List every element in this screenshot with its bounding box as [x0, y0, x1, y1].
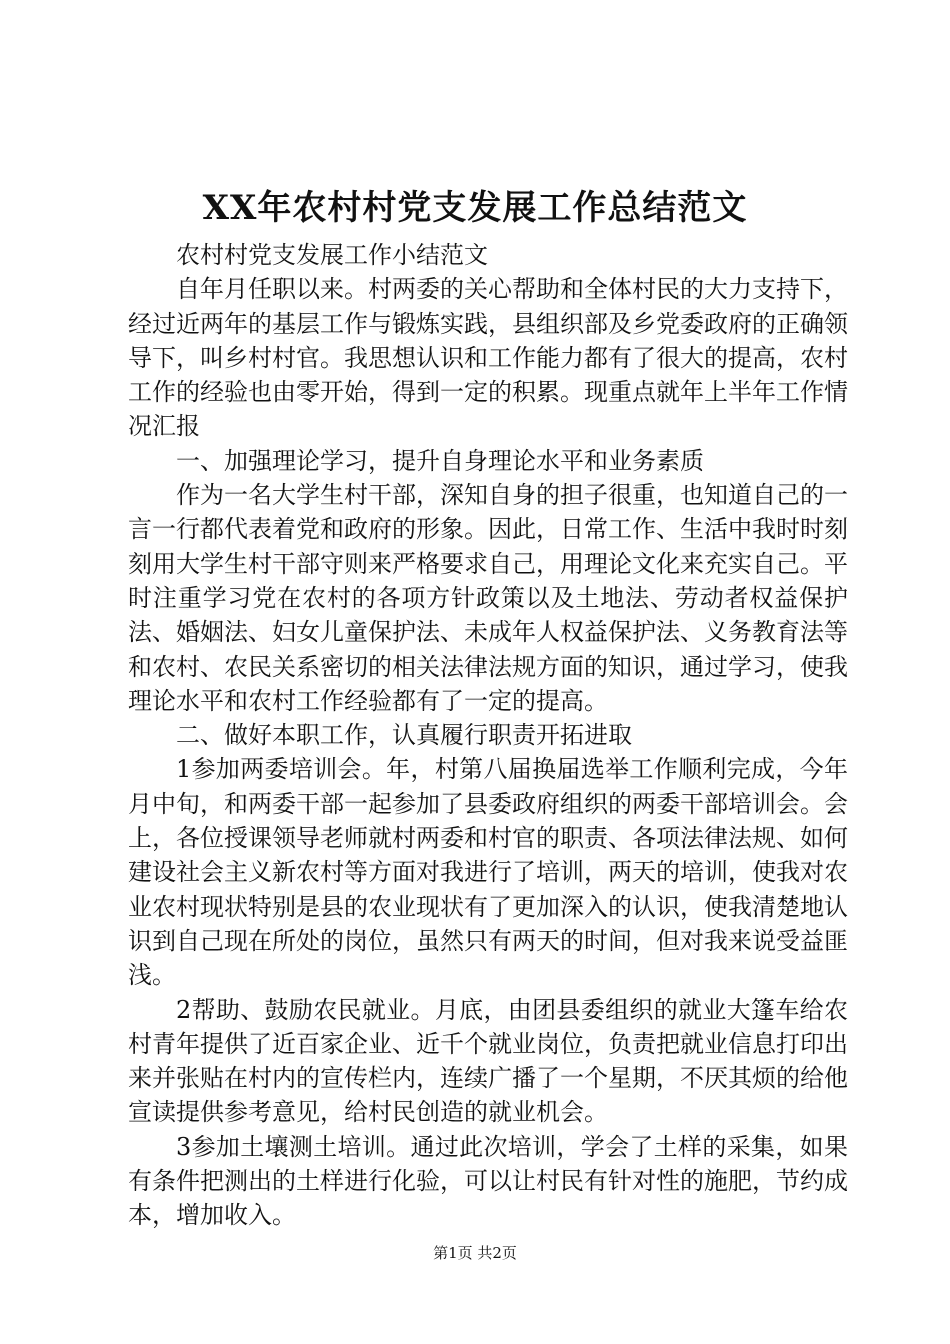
item-3-paragraph: 3参加土壤测土培训。通过此次培训，学会了土样的采集，如果有条件把测出的土样进行化验，可以让村民有针对性的施肥，节约成本，增加收入。	[128, 1132, 848, 1230]
section-heading-2: 二、做好本职工作，认真履行职责开拓进取	[176, 721, 632, 750]
section-1-paragraph: 作为一名大学生村干部，深知自身的担子很重，也知道自己的一言一行都代表着党和政府的形象。因此，日常工作、生活中我时时刻刻用大学生村干部守则来严格要求自己，用理论文化来充实自己。平时注重学习党在农村的各项方针政策以及土地法、劳动者权益保护法、婚姻法、妇女儿童保护法、未成年人权益保护法、义务教育法等和农村、农民关系密切的相关法律法规方面的知识，通过学习，使我理论水平和农村工作经验都有了一定的提高。	[128, 481, 848, 715]
item-1-paragraph: 1参加两委培训会。年，村第八届换届选举工作顺利完成，今年月中旬，和两委干部一起参加了县委政府组织的两委干部培训会。会上，各位授课领导老师就村两委和村官的职责、各项法律法规、如何建设社会主义新农村等方面对我进行了培训，两天的培训，使我对农业农村现状特别是县的农业现状有了更加深入的认识，使我清楚地认识到自己现在所处的岗位，虽然只有两天的时间，但对我来说受益匪浅。	[128, 755, 848, 990]
intro-paragraph: 自年月任职以来。村两委的关心帮助和全体村民的大力支持下，经过近两年的基层工作与锻炼实践，县组织部及乡党委政府的正确领导下，叫乡村村官。我思想认识和工作能力都有了很大的提高，农村工作的经验也由零开始，得到一定的积累。现重点就年上半年工作情况汇报	[128, 275, 848, 441]
subtitle-paragraph: 农村村党支发展工作小结范文	[176, 241, 488, 269]
section-heading-1: 一、加强理论学习，提升自身理论水平和业务素质	[176, 446, 704, 475]
item-2-paragraph: 2帮助、鼓励农民就业。月底，由团县委组织的就业大篷车给农村青年提供了近百家企业、近千个就业岗位，负责把就业信息打印出来并张贴在村内的宣传栏内，连续广播了一个星期，不厌其烦的给他宣读提供参考意见，给村民创造的就业机会。	[128, 995, 848, 1127]
document-body	[128, 238, 848, 1233]
page-footer: 第1页 共2页	[433, 1244, 517, 1262]
document-title: XX年农村村党支发展工作总结范文	[202, 188, 748, 228]
